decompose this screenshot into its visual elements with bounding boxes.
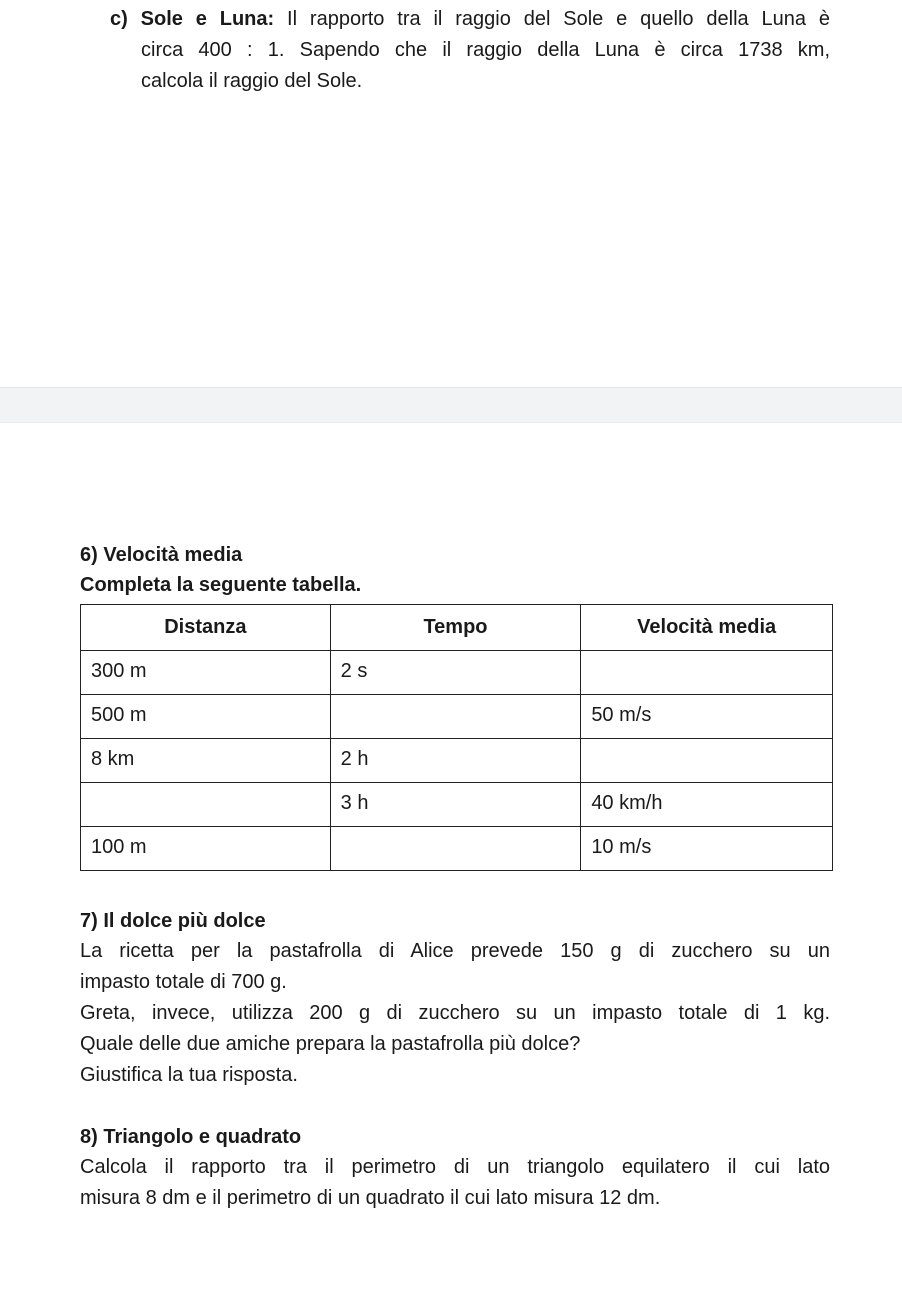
cell-distance[interactable]: 100 m xyxy=(81,827,331,871)
cell-time[interactable] xyxy=(330,695,581,739)
cell-time[interactable]: 2 h xyxy=(330,739,581,783)
table-row xyxy=(81,739,833,783)
cell-speed[interactable]: 40 km/h xyxy=(581,783,833,827)
header-time: Tempo xyxy=(330,605,581,651)
question-c-label: c) Sole e Luna: xyxy=(110,8,275,30)
cell-speed[interactable]: 50 m/s xyxy=(581,695,833,739)
section-6-subtitle: Completa la seguente tabella. xyxy=(80,574,362,596)
section-7-line-1: La ricetta per la pastafrolla di Alice prevede 150 g di zucchero su un xyxy=(80,940,830,962)
table-row xyxy=(81,783,833,827)
section-7-line-5: Giustifica la tua risposta. xyxy=(80,1064,298,1086)
cell-speed[interactable] xyxy=(581,651,833,695)
question-c-line-2: circa 400 : 1. Sapendo che il raggio della Luna è circa 1738 km, xyxy=(141,39,830,61)
cell-time[interactable]: 3 h xyxy=(330,783,581,827)
table-row xyxy=(81,695,833,739)
question-c xyxy=(110,4,830,97)
question-c-line-1 xyxy=(110,4,830,35)
section-7-line-3: Greta, invece, utilizza 200 g di zucchero su un impasto totale di 1 kg. xyxy=(80,1002,830,1024)
section-8-title: 8) Triangolo e quadrato xyxy=(80,1126,302,1148)
cell-time[interactable] xyxy=(330,827,581,871)
header-average-speed: Velocità media xyxy=(581,605,833,651)
table-row xyxy=(81,827,833,871)
page-1 xyxy=(0,0,902,387)
cell-speed[interactable] xyxy=(581,739,833,783)
table-header-row xyxy=(81,605,833,651)
section-8-line-2: misura 8 dm e il perimetro di un quadrato il cui lato misura 12 dm. xyxy=(80,1187,661,1209)
speed-table xyxy=(80,604,833,871)
section-7-title: 7) Il dolce più dolce xyxy=(80,910,266,932)
section-7 xyxy=(80,906,830,1091)
section-7-line-4: Quale delle due amiche prepara la pastafrolla più dolce? xyxy=(80,1033,581,1055)
page-separator xyxy=(0,387,902,423)
cell-distance[interactable]: 8 km xyxy=(81,739,331,783)
cell-time[interactable]: 2 s xyxy=(330,651,581,695)
table-row xyxy=(81,651,833,695)
page-2 xyxy=(0,423,902,1294)
question-c-text: Il rapporto tra il raggio del Sole e quello della Luna è xyxy=(274,8,830,30)
cell-speed[interactable]: 10 m/s xyxy=(581,827,833,871)
section-7-line-2: impasto totale di 700 g. xyxy=(80,971,287,993)
cell-distance[interactable] xyxy=(81,783,331,827)
section-8 xyxy=(80,1122,830,1214)
cell-distance[interactable]: 300 m xyxy=(81,651,331,695)
section-6-title: 6) Velocità media xyxy=(80,544,243,566)
section-8-line-1: Calcola il rapporto tra il perimetro di un triangolo equilatero il cui lato xyxy=(80,1156,830,1178)
cell-distance[interactable]: 500 m xyxy=(81,695,331,739)
header-distance: Distanza xyxy=(81,605,331,651)
section-6 xyxy=(80,540,832,600)
question-c-line-3: calcola il raggio del Sole. xyxy=(141,70,363,92)
